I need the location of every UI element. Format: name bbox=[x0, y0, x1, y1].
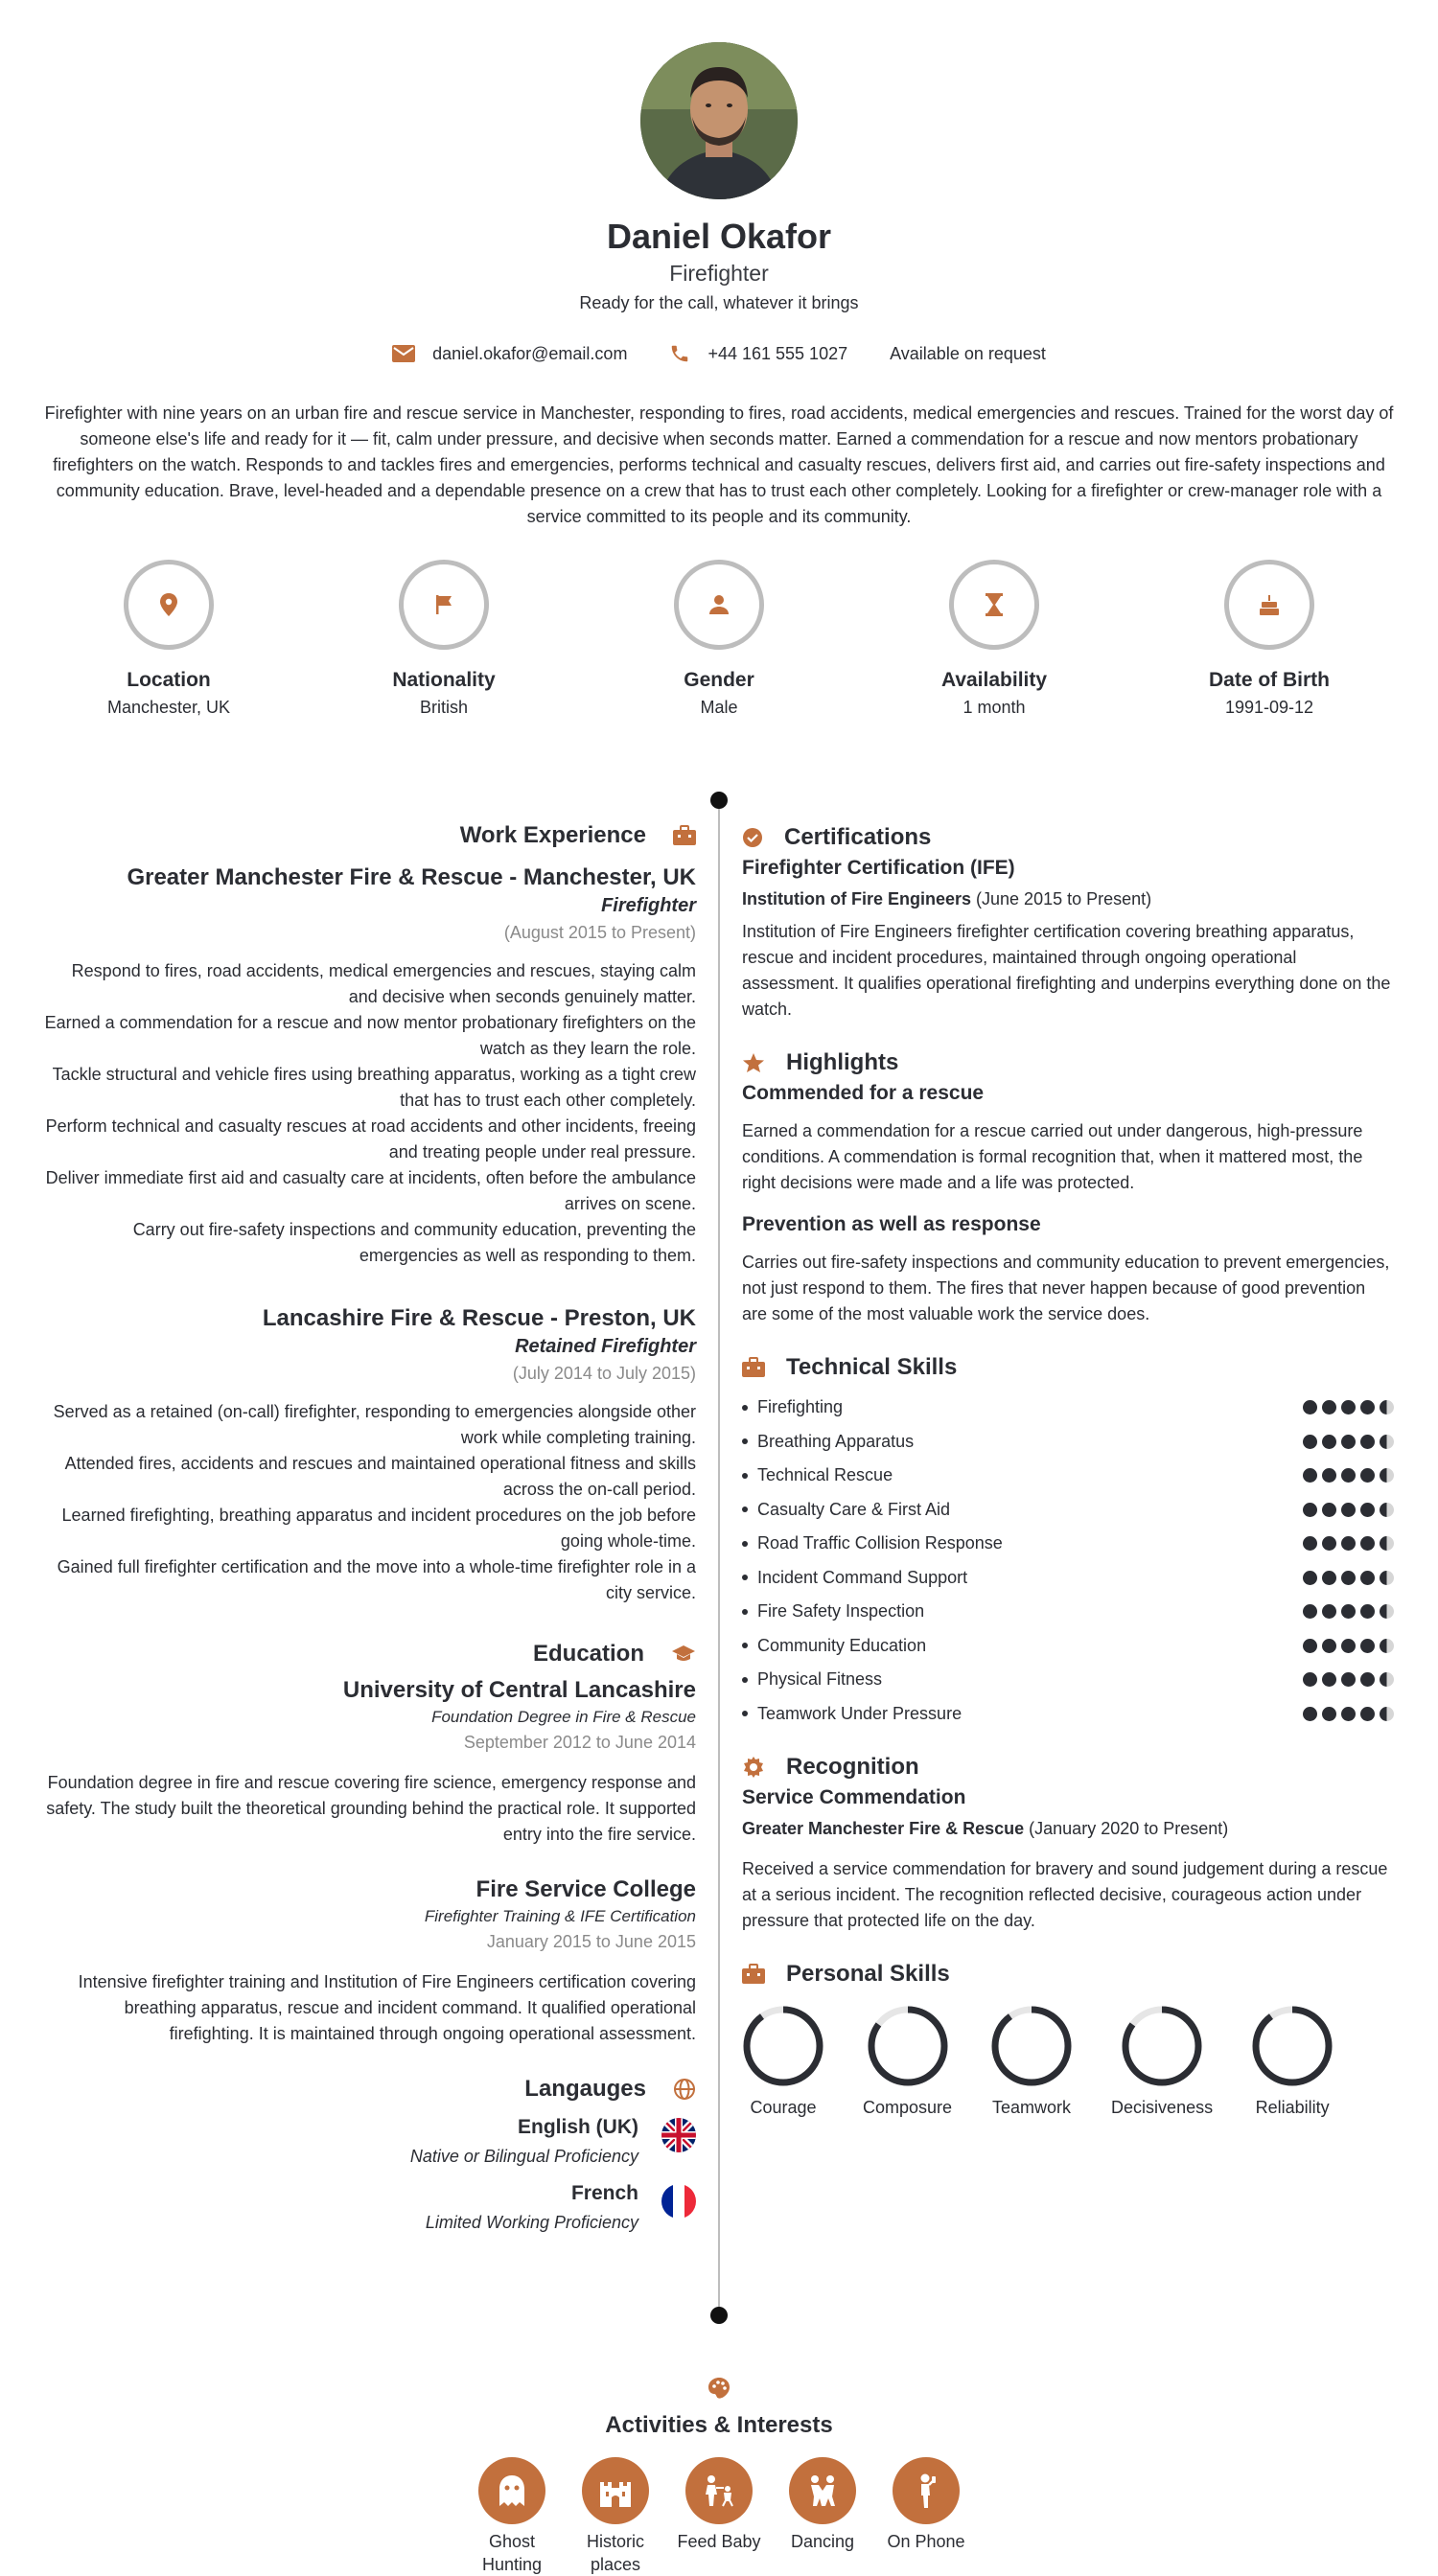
personal-skills-list bbox=[742, 2005, 1394, 2118]
rating-dot bbox=[1360, 1639, 1375, 1653]
phone-icon bbox=[669, 343, 690, 364]
section-title: Work Experience bbox=[459, 822, 646, 848]
skill-rating bbox=[1298, 1536, 1394, 1551]
skill-row bbox=[742, 1595, 1394, 1629]
skill-row bbox=[742, 1425, 1394, 1460]
rating-dot bbox=[1360, 1672, 1375, 1687]
rating-dot bbox=[1341, 1571, 1356, 1585]
language-entry bbox=[42, 2182, 696, 2233]
phone-contact[interactable] bbox=[669, 343, 847, 364]
skill-rating bbox=[1298, 1503, 1394, 1517]
fact-date-of-birth bbox=[1154, 560, 1384, 718]
rating-dot bbox=[1341, 1707, 1356, 1721]
fact-label: Date of Birth bbox=[1209, 669, 1330, 691]
personal-skill bbox=[1111, 2005, 1213, 2118]
rating-dot bbox=[1360, 1400, 1375, 1414]
certifications-heading bbox=[742, 824, 1394, 851]
activity-item bbox=[771, 2457, 874, 2576]
section-title: Langauges bbox=[524, 2076, 646, 2102]
palette-icon bbox=[707, 2377, 731, 2400]
availability-contact bbox=[890, 344, 1046, 364]
fact-value: Male bbox=[700, 698, 738, 717]
section-title: Highlights bbox=[786, 1049, 899, 1075]
rating-dot bbox=[1341, 1536, 1356, 1551]
activity-label: Historic places bbox=[586, 2532, 644, 2574]
profile-summary: Firefighter with nine years on an urban fire and rescue service in Manchester, responding to fires, road accidents, medical emergencies and rescues. Trained for the worst day of someone else's life and ready for it — fit, calm under pressure, and decisive when seconds matter. Earned a commendation for a rescue and now mentors probationary firefighters on the watch. Responds to and tackles fires and emergencies, performs technical and casualty rescues, delivers first aid, and carries out fire-safety inspections and community education. Brave, level-headed and a dependable presence on a crew that has to trust each other completely. Looking for a firefighter or crew-manager role with a service committed to its people and its community. bbox=[44, 403, 1394, 526]
rating-dot bbox=[1303, 1604, 1317, 1619]
skill-row bbox=[742, 1663, 1394, 1697]
skill-rating bbox=[1298, 1604, 1394, 1619]
uk-flag-icon bbox=[661, 2118, 696, 2152]
employer: Lancashire Fire & Rescue - Preston, UK bbox=[262, 1305, 696, 1331]
employer: Greater Manchester Fire & Rescue - Manchester, UK bbox=[127, 864, 696, 890]
rating-dot bbox=[1341, 1503, 1356, 1517]
work-experience-heading bbox=[42, 822, 696, 849]
rating-dot bbox=[1380, 1571, 1394, 1585]
skill-ring bbox=[742, 2005, 824, 2087]
skill-row bbox=[742, 1697, 1394, 1732]
skill-rating bbox=[1298, 1435, 1394, 1449]
fact-location bbox=[54, 560, 284, 718]
rating-dot bbox=[1303, 1503, 1317, 1517]
section-title: Activities & Interests bbox=[605, 2412, 833, 2438]
phone-person-icon bbox=[912, 2472, 940, 2509]
technical-skills-heading bbox=[742, 1354, 1394, 1381]
skill-rating bbox=[1298, 1400, 1394, 1414]
degree: Foundation Degree in Fire & Rescue bbox=[431, 1708, 696, 1726]
rating-dot bbox=[1341, 1435, 1356, 1449]
section-title: Technical Skills bbox=[786, 1354, 958, 1380]
skill-rating bbox=[1298, 1468, 1394, 1483]
availability-note: Available on request bbox=[890, 343, 1046, 363]
activity-item bbox=[460, 2457, 564, 2576]
rating-dot bbox=[1380, 1536, 1394, 1551]
ghost-icon bbox=[496, 2473, 528, 2508]
rating-dot bbox=[1341, 1400, 1356, 1414]
rating-dot bbox=[1303, 1571, 1317, 1585]
duty-item: Respond to fires, road accidents, medical emergencies and rescues, staying calm and decisive when seconds genuinely matter. bbox=[71, 961, 696, 1006]
timeline-dot-top bbox=[710, 792, 728, 809]
job-duties bbox=[42, 1399, 696, 1606]
feed-baby-icon bbox=[702, 2473, 736, 2508]
contact-bar bbox=[0, 343, 1438, 364]
rating-dot bbox=[1360, 1503, 1375, 1517]
rating-dot bbox=[1380, 1604, 1394, 1619]
education-description: Intensive firefighter training and Institution of Fire Engineers certification covering breathing apparatus, rescue and incident command. It qualified operational firefighting. It is maintained through ongoing operational assessment. bbox=[78, 1972, 696, 2043]
highlight-description: Earned a commendation for a rescue carried out under dangerous, high-pressure conditions. A commendation is formal recognition that, when it mattered most, the right decisions were made and a life was protected. bbox=[742, 1121, 1363, 1192]
skill-name: Fire Safety Inspection bbox=[742, 1601, 924, 1622]
school-name: University of Central Lancashire bbox=[342, 1677, 696, 1703]
rating-dot bbox=[1360, 1435, 1375, 1449]
activity-label: Ghost Hunting bbox=[481, 2532, 543, 2574]
ring-fill bbox=[1256, 2010, 1329, 2082]
rating-dot bbox=[1380, 1468, 1394, 1483]
rating-dot bbox=[1303, 1536, 1317, 1551]
language-entry bbox=[42, 2116, 696, 2167]
duty-item: Perform technical and casualty rescues at road accidents and other incidents, freeing and treating people under real pressure. bbox=[45, 1116, 696, 1162]
skill-ring bbox=[1251, 2005, 1334, 2087]
castle-icon bbox=[598, 2474, 633, 2507]
globe-icon bbox=[673, 2078, 696, 2101]
personal-skill-label: Reliability bbox=[1255, 2098, 1330, 2117]
activity-label: Dancing bbox=[790, 2532, 855, 2551]
fact-nationality bbox=[329, 560, 559, 718]
rating-dot bbox=[1380, 1639, 1394, 1653]
ring-fill bbox=[995, 2010, 1068, 2082]
rating-dot bbox=[1360, 1571, 1375, 1585]
toolbox-icon bbox=[742, 1964, 765, 1985]
recognition-org-line bbox=[742, 1819, 1394, 1839]
recognition-org: Greater Manchester Fire & Rescue bbox=[742, 1819, 1025, 1838]
section-title: Recognition bbox=[786, 1754, 919, 1780]
rating-dot bbox=[1322, 1604, 1336, 1619]
star-icon bbox=[742, 1052, 765, 1073]
dancing-icon bbox=[805, 2473, 840, 2508]
rating-dot bbox=[1322, 1536, 1336, 1551]
degree: Firefighter Training & IFE Certification bbox=[424, 1907, 696, 1925]
job-dates: (August 2015 to Present) bbox=[503, 923, 696, 942]
job-entry bbox=[42, 864, 696, 1269]
section-title: Education bbox=[532, 1641, 644, 1667]
education-dates: September 2012 to June 2014 bbox=[463, 1733, 696, 1752]
rating-dot bbox=[1341, 1639, 1356, 1653]
hourglass-icon bbox=[985, 593, 1004, 616]
profile-photo bbox=[640, 42, 798, 199]
highlight-description: Carries out fire-safety inspections and community education to prevent emergencies, not just respond to them. The fires that never happen because of good prevention are some of the most valuable work the service does. bbox=[742, 1253, 1390, 1323]
section-title: Personal Skills bbox=[786, 1961, 950, 1987]
job-role: Firefighter bbox=[601, 895, 696, 916]
rating-dot bbox=[1341, 1604, 1356, 1619]
rating-dot bbox=[1322, 1400, 1336, 1414]
activities-list bbox=[0, 2457, 1438, 2576]
job-dates: (July 2014 to July 2015) bbox=[512, 1364, 696, 1383]
duty-item: Carry out fire-safety inspections and community education, preventing the emergencies as well as responding to them. bbox=[132, 1220, 696, 1265]
certification-title: Firefighter Certification (IFE) bbox=[742, 857, 1015, 879]
phone-text[interactable]: +44 161 555 1027 bbox=[707, 343, 848, 363]
job-entry bbox=[42, 1305, 696, 1606]
certification-dates: (June 2015 to Present) bbox=[976, 889, 1152, 908]
rating-dot bbox=[1360, 1604, 1375, 1619]
duty-item: Gained full firefighter certification and the move into a whole-time firefighter role in a city service. bbox=[57, 1557, 696, 1602]
rating-dot bbox=[1303, 1639, 1317, 1653]
rating-dot bbox=[1303, 1400, 1317, 1414]
france-flag-icon bbox=[661, 2184, 696, 2219]
rating-dot bbox=[1322, 1435, 1336, 1449]
fact-label: Availability bbox=[940, 669, 1048, 691]
skill-row bbox=[742, 1391, 1394, 1425]
duty-item: Attended fires, accidents and rescues and maintained operational fitness and skills across the on-call period. bbox=[64, 1454, 696, 1499]
rating-dot bbox=[1303, 1672, 1317, 1687]
timeline-line bbox=[718, 801, 720, 2315]
skill-ring bbox=[1121, 2005, 1203, 2087]
rating-dot bbox=[1360, 1707, 1375, 1721]
job-role: Retained Firefighter bbox=[515, 1336, 696, 1357]
rating-dot bbox=[1322, 1707, 1336, 1721]
rating-dot bbox=[1322, 1639, 1336, 1653]
skill-rating bbox=[1298, 1639, 1394, 1653]
highlight-title: Commended for a rescue bbox=[742, 1082, 985, 1104]
highlights-heading bbox=[742, 1049, 1394, 1076]
recognition-heading bbox=[742, 1754, 1394, 1781]
education-description: Foundation degree in fire and rescue covering fire science, emergency response and safety. The study built the theoretical grounding behind the practical role. It supported entry into the fire service. bbox=[46, 1773, 696, 1844]
job-duties bbox=[42, 958, 696, 1269]
activity-item bbox=[564, 2457, 667, 2576]
rating-dot bbox=[1322, 1468, 1336, 1483]
recognition-title: Service Commendation bbox=[742, 1786, 966, 1808]
rating-dot bbox=[1341, 1672, 1356, 1687]
fact-gender bbox=[604, 560, 834, 718]
email-contact[interactable] bbox=[392, 344, 627, 364]
left-column bbox=[42, 822, 696, 2233]
skill-rating bbox=[1298, 1571, 1394, 1585]
candidate-title: Firefighter bbox=[669, 261, 769, 286]
language-level: Limited Working Proficiency bbox=[425, 2213, 638, 2232]
certification-org: Institution of Fire Engineers bbox=[742, 889, 972, 908]
rating-dot bbox=[1322, 1672, 1336, 1687]
graduation-cap-icon bbox=[671, 1644, 696, 1664]
person-icon bbox=[708, 594, 730, 615]
activity-label: Feed Baby bbox=[677, 2532, 761, 2551]
fact-label: Nationality bbox=[392, 669, 496, 691]
skill-row bbox=[742, 1561, 1394, 1596]
skill-name: Community Education bbox=[742, 1636, 926, 1656]
rating-dot bbox=[1380, 1400, 1394, 1414]
highlight-title: Prevention as well as response bbox=[742, 1213, 1041, 1235]
fact-value: British bbox=[419, 698, 468, 717]
rating-dot bbox=[1380, 1503, 1394, 1517]
fact-label: Gender bbox=[684, 669, 754, 691]
school-name: Fire Service College bbox=[475, 1876, 696, 1902]
rating-dot bbox=[1322, 1503, 1336, 1517]
fact-value: Manchester, UK bbox=[106, 698, 231, 717]
candidate-name: Daniel Okafor bbox=[606, 217, 832, 256]
duty-item: Earned a commendation for a rescue and now mentor probationary firefighters on the watch as they learn the role. bbox=[44, 1013, 696, 1058]
activities-heading bbox=[0, 2377, 1438, 2439]
education-entry bbox=[42, 1876, 696, 2047]
recognition-dates: (January 2020 to Present) bbox=[1029, 1819, 1229, 1838]
email-text[interactable]: daniel.okafor@email.com bbox=[432, 343, 628, 363]
skill-row bbox=[742, 1629, 1394, 1664]
gear-award-icon bbox=[742, 1756, 765, 1779]
skill-row bbox=[742, 1493, 1394, 1528]
personal-skills-heading bbox=[742, 1961, 1394, 1988]
flag-icon bbox=[434, 594, 453, 615]
skill-rating bbox=[1298, 1707, 1394, 1721]
technical-skills-list bbox=[742, 1391, 1394, 1731]
duty-item: Learned firefighting, breathing apparatus and incident procedures on the job before going whole-time. bbox=[61, 1506, 696, 1551]
fact-value: 1 month bbox=[963, 698, 1026, 717]
duty-item: Deliver immediate first aid and casualty care at incidents, often before the ambulance arrives on scene. bbox=[45, 1168, 696, 1213]
duty-item: Served as a retained (on-call) firefighter, responding to emergencies alongside other work while completing training. bbox=[53, 1402, 696, 1447]
rating-dot bbox=[1380, 1435, 1394, 1449]
rating-dot bbox=[1341, 1468, 1356, 1483]
personal-skill bbox=[990, 2005, 1073, 2118]
toolbox-icon bbox=[742, 1357, 765, 1378]
skill-name: Physical Fitness bbox=[742, 1669, 882, 1690]
fact-availability bbox=[879, 560, 1109, 718]
activity-label: On Phone bbox=[887, 2532, 965, 2551]
personal-skill-label: Courage bbox=[750, 2098, 817, 2117]
skill-name: Casualty Care & First Aid bbox=[742, 1500, 950, 1520]
rating-dot bbox=[1303, 1468, 1317, 1483]
skill-name: Firefighting bbox=[742, 1397, 843, 1417]
right-column bbox=[742, 824, 1394, 2118]
rating-dot bbox=[1322, 1571, 1336, 1585]
education-dates: January 2015 to June 2015 bbox=[486, 1932, 696, 1951]
skill-name: Teamwork Under Pressure bbox=[742, 1704, 962, 1724]
skill-name: Technical Rescue bbox=[742, 1465, 893, 1485]
certification-org-line bbox=[742, 889, 1394, 909]
fact-value: 1991-09-12 bbox=[1224, 698, 1314, 717]
rating-dot bbox=[1303, 1435, 1317, 1449]
personal-skill-label: Teamwork bbox=[992, 2098, 1072, 2117]
education-entry bbox=[42, 1677, 696, 1848]
skill-row bbox=[742, 1527, 1394, 1561]
rating-dot bbox=[1303, 1707, 1317, 1721]
duty-item: Tackle structural and vehicle fires using breathing apparatus, working as a tight crew that has to trust each other completely. bbox=[52, 1065, 696, 1110]
languages-heading bbox=[42, 2076, 696, 2103]
briefcase-icon bbox=[673, 825, 696, 846]
candidate-tagline: Ready for the call, whatever it brings bbox=[579, 293, 859, 312]
language-name: French bbox=[570, 2182, 638, 2204]
personal-skill bbox=[863, 2005, 952, 2118]
activity-item bbox=[874, 2457, 978, 2576]
badge-check-icon bbox=[742, 827, 763, 848]
personal-skill bbox=[742, 2005, 824, 2118]
skill-name: Breathing Apparatus bbox=[742, 1432, 914, 1452]
section-title: Certifications bbox=[784, 824, 932, 850]
timeline-dot-bottom bbox=[710, 2307, 728, 2324]
map-pin-icon bbox=[159, 593, 178, 616]
language-name: English (UK) bbox=[518, 2116, 638, 2138]
personal-skill bbox=[1251, 2005, 1334, 2118]
cake-icon bbox=[1259, 593, 1280, 616]
rating-dot bbox=[1360, 1468, 1375, 1483]
recognition-description: Received a service commendation for bravery and sound judgement during a rescue at a serious incident. The recognition reflected decisive, courageous action under pressure that protected life on the day. bbox=[742, 1859, 1388, 1930]
rating-dot bbox=[1380, 1707, 1394, 1721]
personal-skill-label: Decisiveness bbox=[1111, 2098, 1214, 2117]
skill-name: Road Traffic Collision Response bbox=[742, 1533, 1003, 1553]
education-heading bbox=[42, 1641, 696, 1668]
rating-dot bbox=[1380, 1672, 1394, 1687]
skill-ring bbox=[867, 2005, 949, 2087]
activity-item bbox=[667, 2457, 771, 2576]
skill-name: Incident Command Support bbox=[742, 1568, 967, 1588]
personal-skill-label: Composure bbox=[863, 2098, 953, 2117]
certification-description: Institution of Fire Engineers firefighter certification covering breathing apparatus, rescue and incident procedures, maintained through ongoing operational assessment. It qualifies operational firefighting and underpins everything done on the watch. bbox=[742, 922, 1391, 1019]
skill-ring bbox=[990, 2005, 1073, 2087]
rating-dot bbox=[1360, 1536, 1375, 1551]
envelope-icon bbox=[392, 345, 415, 362]
skill-rating bbox=[1298, 1672, 1394, 1687]
language-level: Native or Bilingual Proficiency bbox=[409, 2147, 638, 2166]
fact-label: Location bbox=[127, 669, 211, 691]
skill-row bbox=[742, 1459, 1394, 1493]
ring-fill bbox=[747, 2010, 820, 2082]
